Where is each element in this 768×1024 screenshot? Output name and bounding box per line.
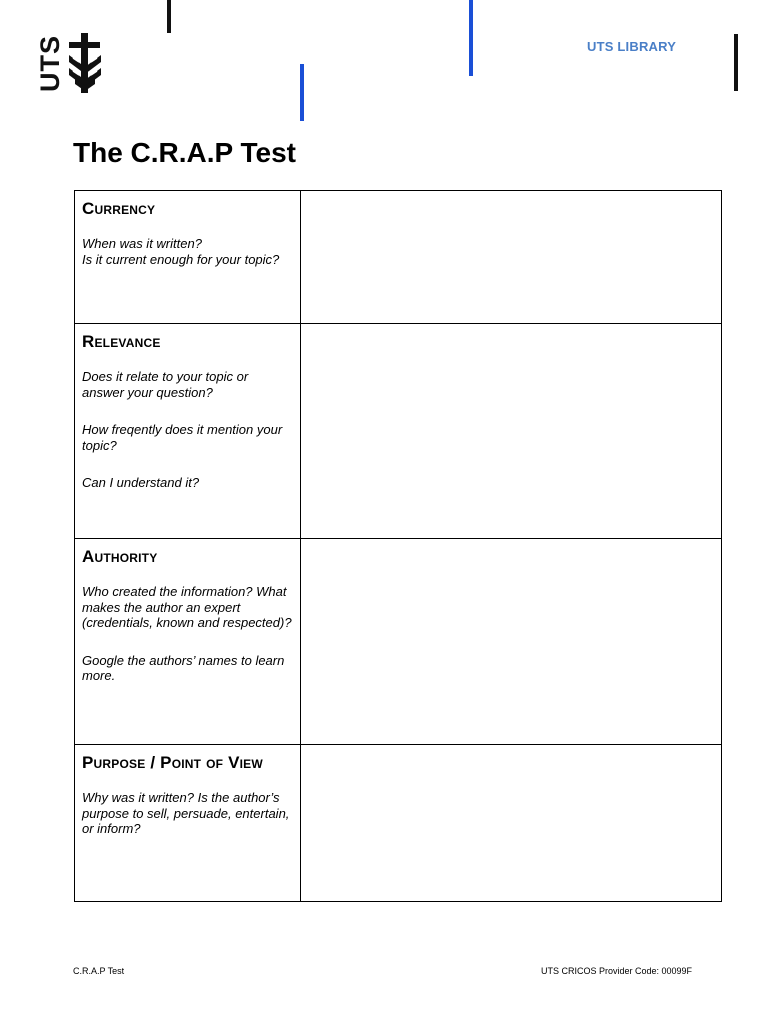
decorative-bar-blue-left xyxy=(300,64,304,121)
decorative-bar-blue-top xyxy=(469,0,473,76)
library-label: UTS LIBRARY xyxy=(587,39,677,54)
label-cell xyxy=(75,191,301,324)
label-cell xyxy=(75,745,301,902)
section-heading: Relevance xyxy=(82,332,161,351)
question-text: Why was it written? Is the author’s purpose to sell, persuade, entertain, or inform? xyxy=(82,790,290,836)
question-text: Can I understand it? xyxy=(82,475,200,490)
question-text: How freqently does it mention your topic? xyxy=(82,422,283,453)
table-row-authority xyxy=(75,539,722,745)
section-heading: Authority xyxy=(82,547,158,566)
crap-table xyxy=(74,190,722,902)
uts-logo-text: UTS xyxy=(34,34,65,92)
section-heading: Currency xyxy=(82,199,156,218)
question-text: When was it written? Is it current enough for your topic? xyxy=(82,236,280,267)
table-row-relevance xyxy=(75,324,722,539)
table-row-currency xyxy=(75,191,722,324)
footer-cricos-code: UTS CRICOS Provider Code: 00099F xyxy=(541,966,693,976)
label-cell xyxy=(75,539,301,745)
section-heading: Purpose / Point of View xyxy=(82,753,263,772)
notes-cell-purpose[interactable] xyxy=(301,745,722,902)
label-cell xyxy=(75,324,301,539)
decorative-bar-black-top xyxy=(167,0,171,33)
question-text: Who created the information? What makes the author an expert (credentials, known and respected)? xyxy=(82,584,292,630)
uts-logo-icon xyxy=(66,33,104,93)
question-text: Google the authors’ names to learn more. xyxy=(82,652,285,683)
notes-cell-currency[interactable] xyxy=(301,191,722,324)
decorative-bar-black-right xyxy=(734,34,738,91)
footer-document-name: C.R.A.P Test xyxy=(73,966,125,976)
question-text: Does it relate to your topic or answer your question? xyxy=(82,369,249,400)
table-row-purpose xyxy=(75,745,722,902)
page-title: The C.R.A.P Test xyxy=(73,137,297,168)
notes-cell-relevance[interactable] xyxy=(301,324,722,539)
notes-cell-authority[interactable] xyxy=(301,539,722,745)
